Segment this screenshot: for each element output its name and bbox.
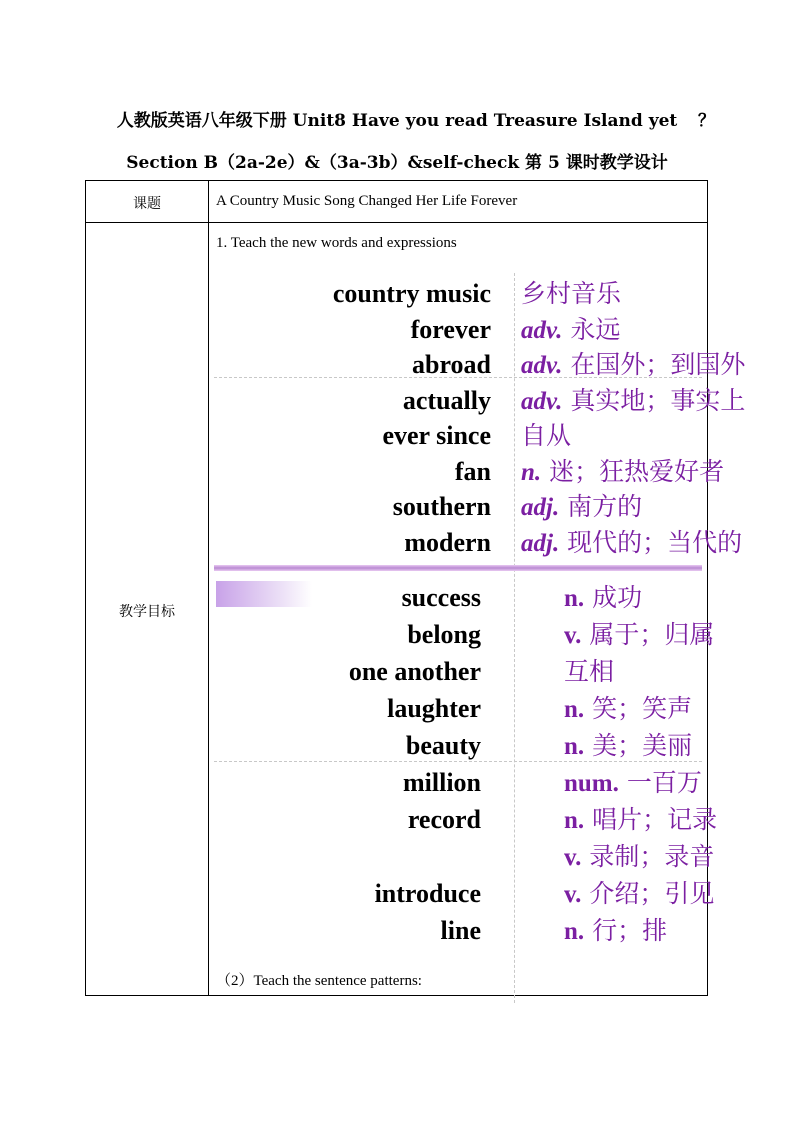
chinese-meaning: 互相 [564,657,615,686]
part-of-speech: n. [564,918,585,945]
lesson-plan-table [85,180,746,996]
part-of-speech: n. [564,807,585,834]
vocab-meaning [521,457,724,488]
vocab-word: southern [392,492,491,521]
vocab-meaning [564,620,714,651]
vocab-word: introduce [374,879,481,908]
vocab-word: fan [454,456,491,486]
chinese-meaning: 自从 [521,421,572,450]
document-title-line2: Section B（2a-2e）&（3a-3b）&self-check 第 5 课时教学设计 [126,153,668,173]
vocab-meaning [564,916,667,947]
chinese-meaning: 录制；录音 [589,842,715,871]
vocab-meaning [521,279,621,309]
chinese-meaning: 笑；笑声 [592,694,693,723]
chinese-meaning: 属于；归属 [589,620,715,649]
vocab-word: forever [410,314,491,344]
part-of-speech: v. [564,622,582,649]
chinese-meaning: 真实地；事实上 [570,385,746,415]
vocab-meaning [564,842,714,873]
slide-divider-band [214,565,702,571]
part-of-speech: v. [564,881,582,908]
vocab-word: success [401,583,481,612]
vocab-meaning [521,528,742,559]
vocab-meaning [564,805,717,836]
vocab-word: one another [348,657,481,686]
chinese-meaning: 成功 [592,583,643,612]
vocab-word: actually [402,385,491,415]
chinese-meaning: 永远 [570,314,621,344]
topic-value: A Country Music Song Changed Her Life Forever [216,193,518,209]
chinese-meaning: 行；排 [592,916,668,945]
vocab-meaning [564,768,702,799]
chinese-meaning: 美；美丽 [592,731,693,760]
part-of-speech: adv. [521,316,563,344]
row-divider [86,222,707,223]
part-of-speech: n. [564,696,585,723]
vocab-meaning [564,694,692,725]
chinese-meaning: 现代的；当代的 [567,527,743,557]
chinese-meaning: 唱片；记录 [592,805,718,834]
vocab-word: ever since [382,421,491,450]
document-title-line1 [0,106,794,131]
vocab-word: laughter [387,694,481,723]
chinese-meaning: 介绍；引见 [589,879,715,908]
vocab-word: million [402,768,481,797]
vocabulary-slide [209,225,746,965]
vocab-word: record [407,805,481,834]
vocab-word: line [440,916,481,945]
vocab-word: belong [407,620,481,649]
vocab-word: abroad [412,350,491,379]
vocab-word: country music [332,279,491,308]
vocab-meaning [521,492,642,523]
part-of-speech: n. [564,585,585,612]
vocab-word: beauty [405,731,481,760]
chinese-meaning: 乡村音乐 [521,279,622,308]
part-of-speech: n. [564,733,585,760]
title-question-mark: ？ [698,111,715,131]
vocab-meaning [521,386,745,417]
part-of-speech: num. [564,770,619,797]
goal-item-sentences: （2）Teach the sentence patterns: [216,973,422,989]
chinese-meaning: 在国外；到国外 [570,350,746,379]
vocab-meaning [564,657,614,687]
part-of-speech: adj. [521,529,560,557]
goal-item-words: 1. Teach the new words and expressions [216,235,457,251]
topic-label: 课题 [133,196,161,212]
part-of-speech: adj. [521,494,560,521]
part-of-speech: v. [564,844,582,871]
teaching-goal-label: 教学目标 [119,604,175,620]
chinese-meaning: 南方的 [567,492,643,521]
vocab-word: modern [404,527,491,557]
vocab-meaning [521,315,620,346]
part-of-speech: adv. [521,387,563,415]
title-text: 人教版英语八年级下册 Unit8 Have you read Treasure Island yet [116,111,678,131]
vocab-meaning [564,879,714,910]
part-of-speech: n. [521,458,542,486]
chinese-meaning: 一百万 [626,768,702,797]
chinese-meaning: 迷；狂热爱好者 [549,456,725,486]
vocab-meaning [564,583,642,614]
slide-guide-vertical [514,273,515,1003]
vocab-meaning [521,350,745,381]
vocab-meaning [521,421,571,451]
part-of-speech: adv. [521,352,563,379]
vocab-meaning [564,731,692,762]
